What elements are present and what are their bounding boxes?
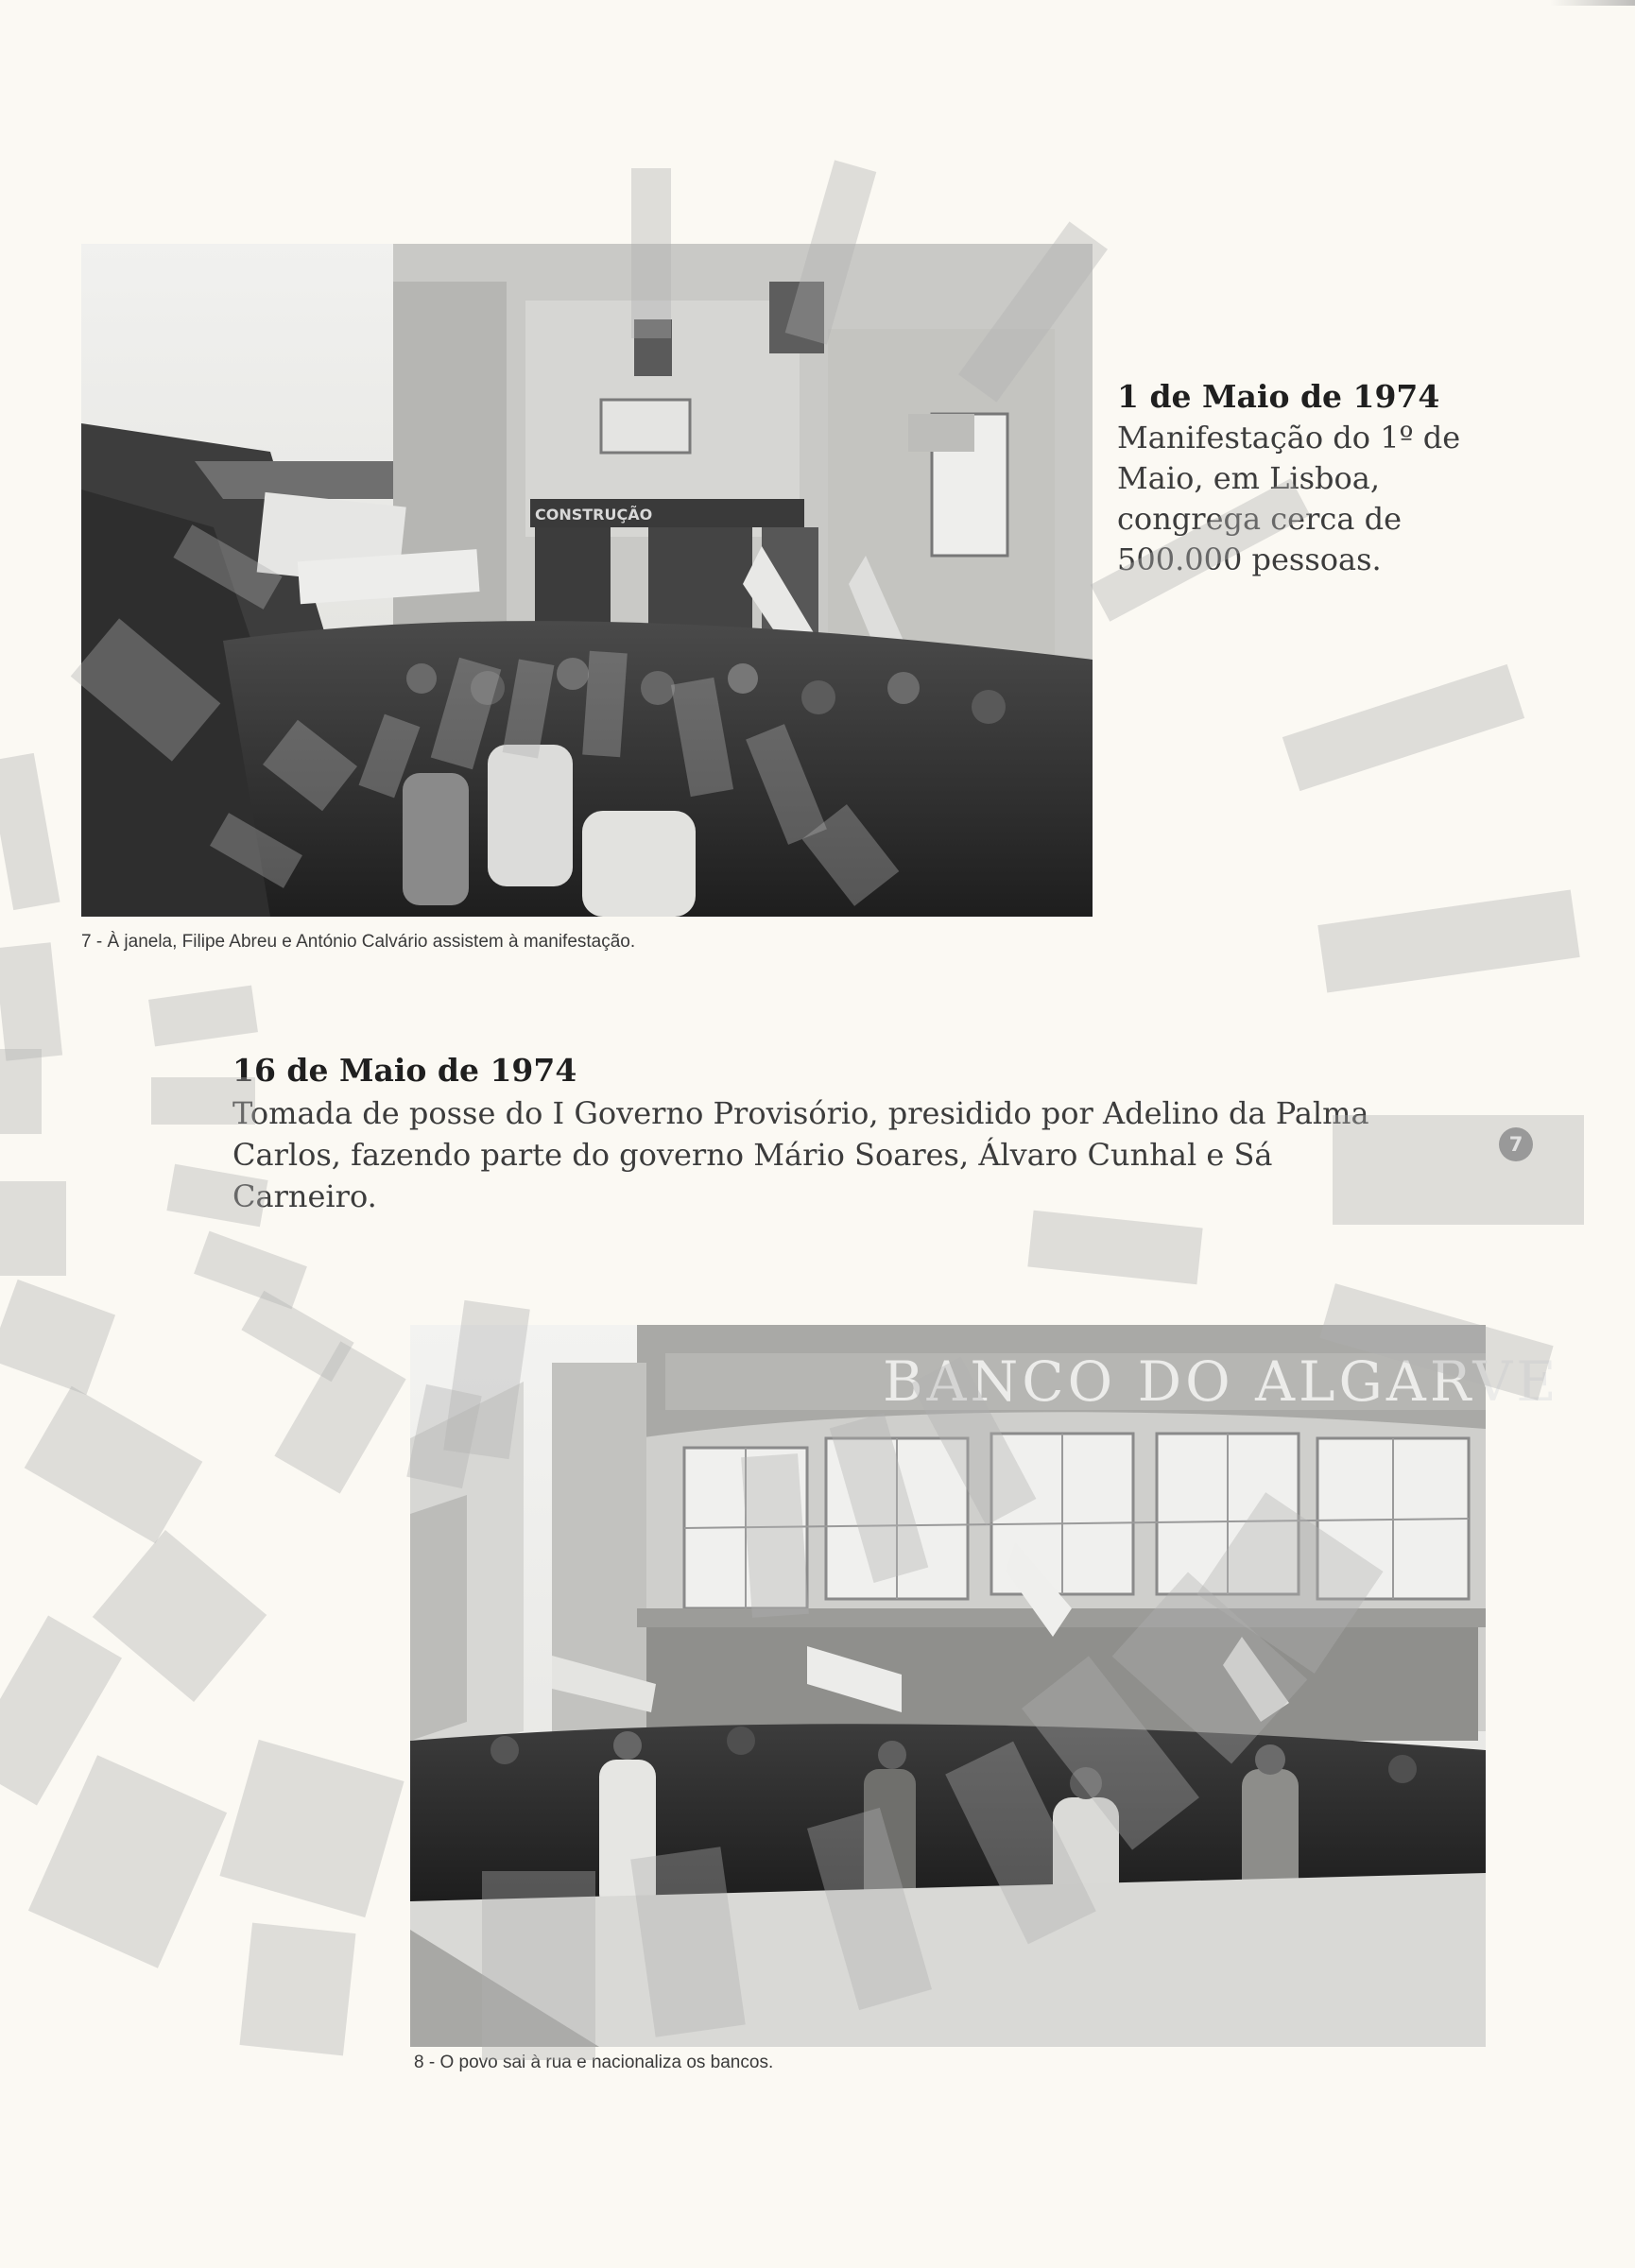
event-description: Tomada de posse do I Governo Provisório, presidido por Adelino da Palma Carlos, fazendo parte do governo Mário Soares, Álvaro Cunhal e Sá Carneiro. bbox=[232, 1095, 1369, 1214]
photo-bank-nationalization bbox=[410, 1325, 1560, 2047]
event-description: Manifestação do 1º de Maio, em Lisboa, congrega cerca de 500.000 pessoas. bbox=[1117, 420, 1461, 577]
event-may-1 bbox=[1117, 376, 1523, 580]
bank-sign-text: BANCO DO ALGARVE bbox=[883, 1349, 1560, 1414]
corner-mark bbox=[1550, 0, 1635, 6]
event-date: 1 de Maio de 1974 bbox=[1117, 378, 1440, 415]
photo-bank-nationalization-image bbox=[410, 1325, 1560, 2047]
photo-demonstration-caption: 7 - À janela, Filipe Abreu e António Calvário assistem à manifestação. bbox=[81, 932, 636, 952]
event-date: 16 de Maio de 1974 bbox=[232, 1052, 577, 1089]
page-number-badge: 7 bbox=[1499, 1127, 1533, 1161]
photo-demonstration-image bbox=[81, 244, 1093, 917]
event-may-16 bbox=[232, 1049, 1395, 1217]
photo-bank-nationalization-caption: 8 - O povo sai à rua e nacionaliza os bancos. bbox=[414, 2053, 774, 2072]
photo-demonstration bbox=[81, 244, 1093, 917]
shop-sign-text: CONSTRUÇÃO bbox=[535, 506, 653, 524]
